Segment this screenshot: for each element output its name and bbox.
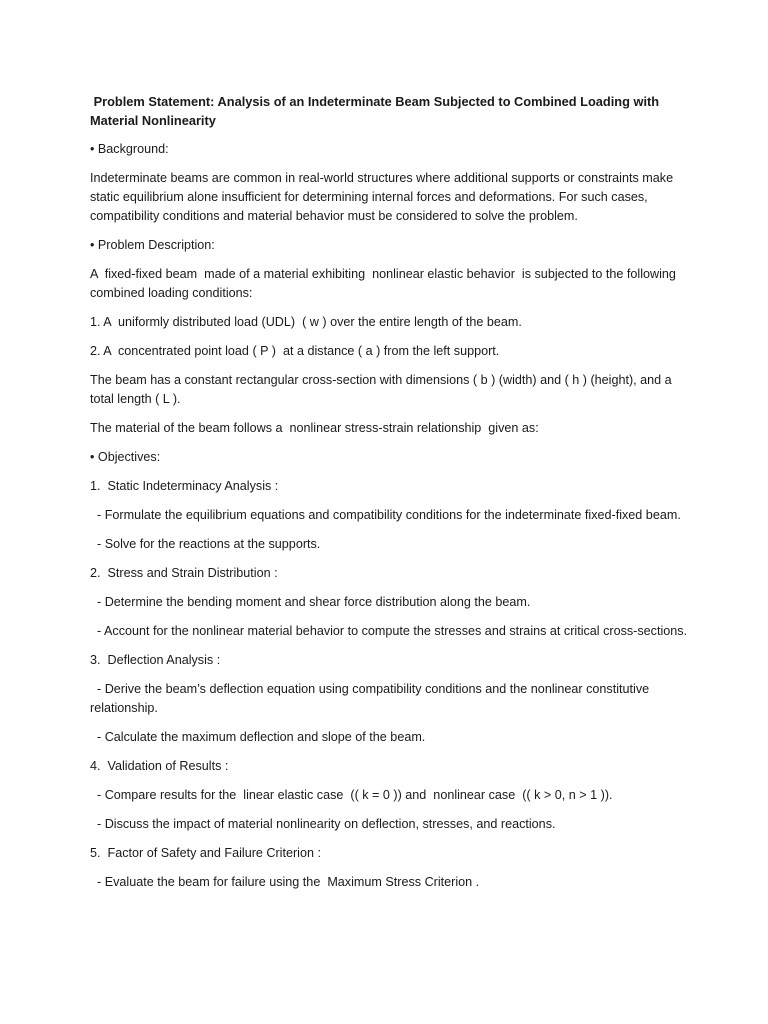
objective-2-item-b: - Account for the nonlinear material behavior to compute the stresses and strains at critical cross-sections. [90, 624, 688, 638]
objectives-heading: • Objectives: [90, 450, 161, 464]
objective-3-heading: 3. Deflection Analysis : [90, 653, 221, 667]
objective-3-item-b: - Calculate the maximum deflection and slope of the beam. [90, 730, 426, 744]
objective-2-item-a: - Determine the bending moment and shear force distribution along the beam. [90, 595, 531, 609]
problem-intro: A fixed-fixed beam made of a material exhibiting nonlinear elastic behavior is subjected to the following combined loading conditions: [90, 267, 680, 300]
objective-4-item-a: - Compare results for the linear elastic case (( k = 0 )) and nonlinear case (( k > 0, n > 1 )). [90, 788, 613, 802]
document-page [90, 92, 690, 902]
document-title: Problem Statement: Analysis of an Indeterminate Beam Subjected to Combined Loading with Material Nonlinearity [90, 94, 663, 128]
objective-3-item-a: - Derive the beam’s deflection equation using compatibility conditions and the nonlinear constitutive relationship. [90, 682, 653, 715]
objective-1-item-a: - Formulate the equilibrium equations and compatibility conditions for the indeterminate fixed-fixed beam. [90, 508, 681, 522]
background-text: Indeterminate beams are common in real-world structures where additional supports or constraints make static equilibrium alone insufficient for determining internal forces and deformations. For such cases, compatibility conditions and material behavior must be considered to solve the problem. [90, 171, 677, 223]
geometry-text: The beam has a constant rectangular cross-section with dimensions ( b ) (width) and ( h ) (height), and a total length ( L ). [90, 373, 676, 406]
objective-4-item-b: - Discuss the impact of material nonlinearity on deflection, stresses, and reactions. [90, 817, 556, 831]
objective-5-heading: 5. Factor of Safety and Failure Criterion : [90, 846, 321, 860]
objective-2-heading: 2. Stress and Strain Distribution : [90, 566, 278, 580]
load-item-2: 2. A concentrated point load ( P ) at a distance ( a ) from the left support. [90, 344, 500, 358]
material-text: The material of the beam follows a nonlinear stress-strain relationship given as: [90, 421, 539, 435]
background-heading: • Background: [90, 142, 169, 156]
objective-1-item-b: - Solve for the reactions at the supports. [90, 537, 321, 551]
problem-heading: • Problem Description: [90, 238, 215, 252]
objective-4-heading: 4. Validation of Results : [90, 759, 229, 773]
objective-1-heading: 1. Static Indeterminacy Analysis : [90, 479, 279, 493]
objective-5-item-a: - Evaluate the beam for failure using the Maximum Stress Criterion . [90, 875, 480, 889]
load-item-1: 1. A uniformly distributed load (UDL) ( w ) over the entire length of the beam. [90, 315, 522, 329]
